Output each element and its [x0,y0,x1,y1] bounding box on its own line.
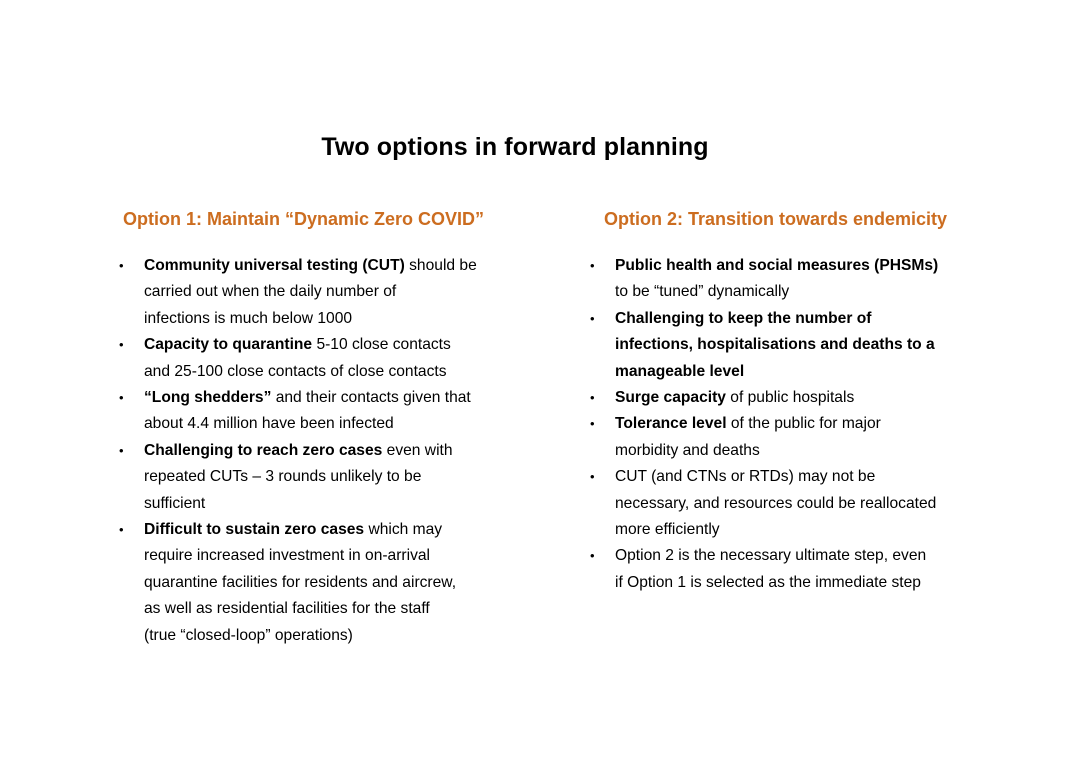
bullet-text: and 25-100 close contacts of close contacts [144,362,447,380]
bullet-dot-icon: • [119,442,124,458]
bullet-emphasis-text: Difficult to sustain zero cases [144,521,365,539]
bullet-dot-icon: • [590,258,595,273]
bullet-text: about 4.4 million have been infected [144,415,394,433]
bullet-item [119,385,523,438]
bullet-text: morbidity and deaths [615,441,760,459]
bullet-text: 5-10 close contacts [312,336,451,354]
bullet-item [119,438,523,517]
bullet-text: Option 2 is the necessary ultimate step, even [615,547,927,565]
bullet-dot-icon: • [590,548,595,564]
bullet-dot-icon: • [590,469,595,485]
bullet-text: quarantine facilities for residents and aircrew, [144,573,457,591]
bullet-item [590,543,984,596]
bullet-dot-icon: • [119,258,124,273]
bullet-text: which may [364,521,443,539]
bullet-text: require increased investment in on-arrival [144,547,431,565]
bullet-text: to be “tuned” dynamically [615,283,790,301]
bullet-item [590,411,984,464]
bullet-dot-icon: • [119,337,124,353]
slide-title: Two options in forward planning [321,133,709,161]
bullet-emphasis-text: infections, hospitalisations and deaths to a [615,336,935,354]
bullet-text: as well as residential facilities for the staff [144,600,430,618]
bullet-item [119,332,523,385]
bullet-emphasis-text: Community universal testing (CUT) [144,257,405,274]
bullet-text: CUT (and CTNs or RTDs) may not be [615,468,876,486]
bullet-emphasis-text: Challenging to keep the number of [615,309,872,327]
bullet-text: of the public for major [726,415,881,433]
bullet-dot-icon: • [590,416,595,432]
bullet-emphasis-text: Public health and social measures (PHSMs) [615,257,939,274]
bullet-emphasis-text: manageable level [615,362,745,380]
bullet-text: necessary, and resources could be reallocated [615,494,937,512]
bullet-item [590,385,984,411]
bullet-emphasis-text: “Long shedders” [144,389,272,407]
bullet-emphasis-text: Challenging to reach zero cases [144,441,383,459]
bullet-dot-icon: • [119,522,124,538]
bullet-dot-icon: • [590,390,595,406]
bullet-text: carried out when the daily number of [144,283,397,301]
bullet-text: infections is much below 1000 [144,309,353,327]
bullet-emphasis-text: Tolerance level [615,415,727,433]
bullet-text: even with [382,441,453,459]
bullet-text: and their contacts given that [271,389,471,407]
option-2-heading: Option 2: Transition towards endemicity [604,209,948,229]
bullet-text: should be [404,257,477,274]
bullet-text: of public hospitals [725,389,855,407]
bullet-dot-icon: • [590,310,595,326]
bullet-text: if Option 1 is selected as the immediate step [615,573,921,591]
bullet-text: more efficiently [615,521,720,539]
bullet-dot-icon: • [119,390,124,406]
bullet-item [119,253,523,332]
bullet-item [590,464,984,543]
option-2-bullet-list [590,253,984,596]
option-1-heading: Option 1: Maintain “Dynamic Zero COVID” [123,209,485,229]
option-1-column [119,207,523,649]
bullet-item [590,253,984,306]
bullet-item [590,306,984,385]
bullet-item [119,517,523,649]
option-2-column [590,207,984,596]
bullet-text: (true “closed-loop” operations) [144,626,353,644]
option-1-bullet-list [119,253,523,649]
bullet-emphasis-text: Surge capacity [615,389,726,407]
bullet-text: sufficient [144,494,206,512]
bullet-text: repeated CUTs – 3 rounds unlikely to be [144,468,422,486]
bullet-emphasis-text: Capacity to quarantine [144,336,313,354]
